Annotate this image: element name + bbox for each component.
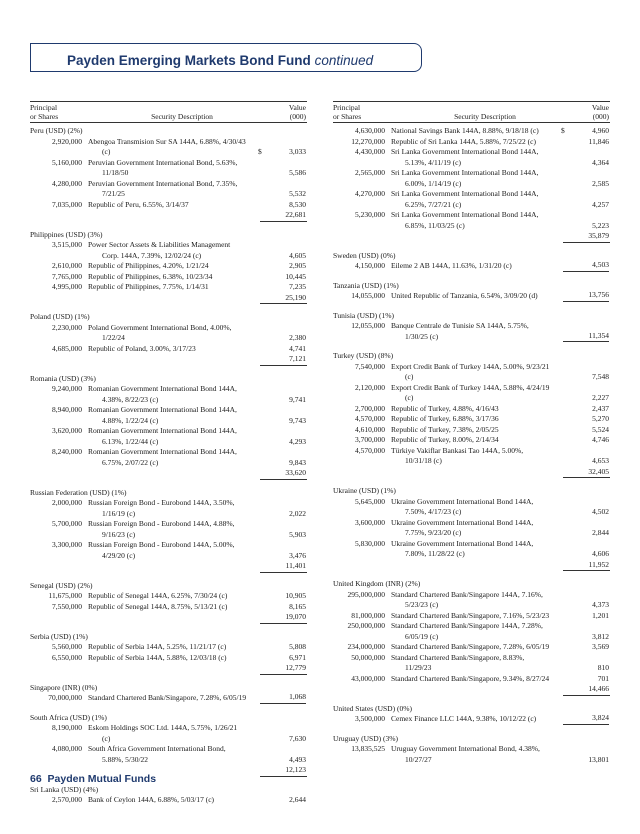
subtotal-row: [30, 354, 307, 365]
security-description: Ukraine Government International Bond 144A, 7.75%, 9/23/20 (c): [391, 517, 534, 537]
principal-amount: 3,700,000: [355, 435, 385, 444]
market-value: 1,068: [260, 692, 306, 704]
country-heading: Tunisia (USD) (1%): [333, 310, 394, 320]
holding-row: [333, 147, 610, 168]
value-header: [592, 103, 609, 121]
value-unit-label: (000): [289, 112, 306, 121]
holding-row: [30, 602, 307, 613]
holding-row: [333, 189, 610, 210]
security-description: Export Credit Bank of Turkey 144A, 5.88%, 4/24/19 (c): [391, 382, 550, 402]
market-value: 7,630: [289, 733, 306, 743]
principal-amount: 50,000,000: [351, 652, 385, 662]
market-value: 5,532: [289, 189, 306, 198]
subtotal-value: 22,681: [260, 210, 307, 222]
market-value: 4,606: [592, 549, 609, 558]
security-description: Republic of Serbia 144A, 5.88%, 12/03/18 (c): [88, 652, 227, 662]
holding-row: [333, 168, 610, 189]
principal-amount: 6,550,000: [52, 652, 82, 662]
subtotal-row: [30, 210, 307, 221]
market-value: 6,971: [289, 652, 306, 662]
market-value: 4,502: [592, 507, 609, 516]
country-heading: Serbia (USD) (1%): [30, 631, 88, 641]
market-value: 4,503: [563, 260, 609, 272]
page-number: 66: [30, 773, 42, 785]
subtotal-value: 19,070: [260, 612, 307, 624]
security-description: Power Sector Assets & Liabilities Management Corp. 144A, 7.39%, 12/02/24 (c): [88, 240, 231, 260]
principal-amount: 7,540,000: [355, 361, 385, 371]
security-description: Russian Foreign Bond - Eurobond 144A, 3.50%, 1/16/19 (c): [88, 498, 235, 518]
principal-amount: 2,120,000: [355, 382, 385, 392]
principal-amount: 2,570,000: [52, 795, 82, 804]
principal-amount: 295,000,000: [347, 589, 385, 599]
subtotal-row: [333, 231, 610, 242]
holding-row: [333, 137, 610, 148]
security-description: Ukraine Government International Bond 144A, 7.80%, 11/28/22 (c): [391, 538, 534, 558]
security-description: Republic of Turkey, 8.00%, 2/14/34: [391, 435, 499, 444]
holding-row: [30, 137, 307, 158]
holding-row: [333, 674, 610, 685]
market-value: 3,812: [592, 631, 609, 641]
principal-amount: 4,080,000: [52, 744, 82, 753]
subtotal-value: 7,121: [260, 354, 307, 366]
holding-row: [333, 518, 610, 539]
market-value: 9,743: [289, 415, 306, 425]
principal-amount: 5,700,000: [52, 519, 82, 528]
holding-row: [333, 590, 610, 611]
principal-amount: 4,570,000: [355, 414, 385, 423]
principal-amount: 5,230,000: [355, 210, 385, 219]
country-heading: Tanzania (USD) (1%): [333, 280, 399, 290]
market-value: 2,844: [592, 528, 609, 537]
subtotal-row: [30, 468, 307, 479]
holding-row: [333, 261, 610, 272]
security-description: Abengoa Transmision Sur SA 144A, 6.88%, 4/30/43 (c): [88, 136, 246, 156]
market-value: 7,548: [592, 372, 609, 381]
holding-row: [30, 261, 307, 272]
principal-amount: 4,995,000: [52, 282, 82, 291]
holding-row: [333, 714, 610, 725]
holding-row: [30, 179, 307, 200]
security-description: Standard Chartered Bank/Singapore, 7.28%, 6/05/19: [88, 693, 247, 702]
market-value: 13,756: [563, 290, 609, 302]
security-description: Russian Foreign Bond - Eurobond 144A, 4.88%, 9/16/23 (c): [88, 519, 235, 539]
country-heading: Poland (USD) (1%): [30, 312, 90, 321]
principal-amount: 7,035,000: [52, 199, 82, 209]
security-description: Standard Chartered Bank/Singapore 144A, 7.16%, 5/23/23 (c): [391, 589, 543, 609]
security-description: Peruvian Government International Bond, 5.63%, 11/18/50: [88, 157, 238, 177]
security-description: Ukraine Government International Bond 144A, 7.50%, 4/17/23 (c): [391, 496, 534, 516]
principal-amount: 2,700,000: [355, 403, 385, 413]
security-description: Sri Lanka Government International Bond 144A, 6.85%, 11/03/25 (c): [391, 210, 539, 230]
market-value: 4,257: [592, 199, 609, 209]
principal-label: Principal: [333, 103, 361, 112]
group-spacer: [333, 272, 610, 278]
principal-amount: 9,240,000: [52, 384, 82, 393]
market-value: 5,808: [289, 642, 306, 651]
principal-amount: 4,430,000: [355, 147, 385, 156]
or-shares-label: or Shares: [30, 112, 59, 121]
security-description: Cemex Finance LLC 144A, 9.38%, 10/12/22 (c): [391, 714, 537, 723]
right-column: [333, 101, 610, 771]
market-value: 4,364: [592, 157, 609, 167]
principal-amount: 13,835,525: [351, 744, 385, 753]
market-value: 2,437: [592, 403, 609, 413]
holding-row: [333, 642, 610, 653]
security-description: Romanian Government International Bond 144A, 4.88%, 1/22/24 (c): [88, 405, 237, 425]
holding-row: [30, 591, 307, 602]
principal-amount: 250,000,000: [347, 621, 385, 630]
holding-row: [30, 426, 307, 447]
market-value: 11,354: [563, 331, 609, 343]
fund-name: Payden Emerging Markets Bond Fund: [67, 53, 311, 68]
security-description: Republic of Senegal 144A, 6.25%, 7/30/24 (c): [88, 591, 228, 600]
subtotal-value: 35,879: [563, 231, 610, 243]
market-value: 4,605: [289, 250, 306, 260]
continued-label: continued: [314, 53, 374, 68]
dollar-sign: $: [561, 126, 565, 135]
market-value: 3,824: [563, 713, 609, 725]
market-value: 8,530: [289, 199, 306, 209]
market-value: 5,903: [289, 529, 306, 539]
holding-row: [333, 414, 610, 425]
principal-amount: 2,610,000: [52, 261, 82, 270]
security-description: Russian Foreign Bond - Eurobond 144A, 5.00%, 4/29/20 (c): [88, 540, 235, 560]
market-value: 2,022: [289, 508, 306, 518]
country-heading: United Kingdom (INR) (2%): [333, 579, 421, 588]
country-heading: Ukraine (USD) (1%): [333, 486, 396, 495]
subtotal-value: 12,779: [260, 663, 307, 675]
country-heading: Sri Lanka (USD) (4%): [30, 784, 99, 794]
principal-amount: 8,190,000: [52, 723, 82, 732]
page-footer: [30, 773, 156, 785]
country-heading: Peru (USD) (2%): [30, 126, 83, 135]
holding-row: [333, 744, 610, 765]
subtotal-value: 11,401: [260, 561, 307, 573]
principal-amount: 4,270,000: [355, 189, 385, 198]
security-description: Eskom Holdings SOC Ltd. 144A, 5.75%, 1/26/21 (c): [88, 723, 238, 743]
security-description: Republic of Philippines, 7.75%, 1/14/31: [88, 282, 209, 291]
holding-row: [30, 519, 307, 540]
group-spacer: [30, 806, 307, 812]
principal-amount: 8,940,000: [52, 405, 82, 414]
principal-amount: 4,685,000: [52, 343, 82, 353]
group-spacer: [333, 725, 610, 731]
market-value: 810: [597, 663, 609, 672]
subtotal-value: 12,123: [260, 765, 307, 777]
security-description: Sri Lanka Government International Bond 144A, 6.25%, 7/27/21 (c): [391, 189, 539, 209]
principal-amount: 3,620,000: [52, 426, 82, 435]
principal-amount: 7,765,000: [52, 271, 82, 281]
value-header: [289, 103, 306, 121]
market-value: 4,293: [289, 436, 306, 446]
holding-row: [30, 158, 307, 179]
value-unit-label: (000): [592, 112, 609, 121]
holding-row: [30, 272, 307, 283]
subtotal-row: [30, 561, 307, 572]
market-value: 7,235: [289, 282, 306, 291]
holding-row: [333, 425, 610, 436]
subtotal-row: [333, 467, 610, 478]
security-description: Republic of Turkey, 7.38%, 2/05/25: [391, 424, 499, 434]
market-value: 11,846: [588, 136, 609, 146]
principal-amount: 70,000,000: [48, 693, 82, 702]
security-description: United Republic of Tanzania, 6.54%, 3/09/20 (d): [391, 291, 538, 300]
security-description: Eileme 2 AB 144A, 11.63%, 1/31/20 (c): [391, 261, 512, 270]
page-title: [67, 53, 373, 68]
subtotal-row: [333, 684, 610, 695]
principal-amount: 8,240,000: [52, 447, 82, 456]
security-description: Bank of Ceylon 144A, 6.88%, 5/03/17 (c): [88, 795, 215, 804]
market-value: 4,493: [289, 754, 306, 764]
security-description: Republic of Peru, 6.55%, 3/14/37: [88, 199, 189, 209]
country-heading: Turkey (USD) (8%): [333, 351, 394, 360]
holding-row: [333, 126, 610, 137]
principal-amount: 12,055,000: [351, 321, 385, 330]
market-value: 4,653: [592, 456, 609, 465]
group-spacer: [333, 342, 610, 348]
security-description: Republic of Philippines, 6.38%, 10/23/34: [88, 271, 213, 281]
principal-label: Principal: [30, 103, 58, 112]
holding-row: [30, 795, 307, 806]
market-value: 4,741: [289, 343, 306, 353]
holding-row: [333, 362, 610, 383]
market-value: 4,960: [592, 126, 609, 135]
security-description: Standard Chartered Bank/Singapore 144A, 7.28%, 6/05/19 (c): [391, 621, 543, 641]
holding-row: [333, 210, 610, 231]
holding-row: [333, 383, 610, 404]
market-value: 10,445: [285, 271, 306, 281]
security-description: Uruguay Government International Bond, 4.38%, 10/27/27: [391, 744, 540, 764]
or-shares-label: or Shares: [333, 112, 362, 121]
holding-row: [30, 653, 307, 664]
market-value: 4,373: [592, 600, 609, 609]
subtotal-value: 14,466: [563, 684, 610, 696]
holding-row: [333, 404, 610, 415]
principal-amount: 3,600,000: [355, 517, 385, 527]
subtotal-row: [30, 293, 307, 304]
principal-amount: 5,160,000: [52, 157, 82, 167]
holding-row: [333, 446, 610, 467]
security-description: Banque Centrale de Tunisie SA 144A, 5.75%, 1/30/25 (c): [391, 321, 529, 341]
holding-row: [30, 344, 307, 355]
principal-amount: 3,300,000: [52, 540, 82, 549]
market-value: 3,033: [289, 147, 306, 156]
holding-row: [333, 497, 610, 518]
market-value: 5,524: [592, 424, 609, 434]
holding-row: [333, 621, 610, 642]
principal-amount: 4,570,000: [355, 445, 385, 455]
principal-amount: 7,550,000: [52, 601, 82, 611]
security-description: Republic of Philippines, 4.20%, 1/21/24: [88, 261, 209, 270]
security-description: Türkiye Vakiflar Bankasi Tao 144A, 5.00%, 10/31/18 (c): [391, 445, 524, 465]
subtotal-row: [30, 612, 307, 623]
country-heading: Sweden (USD) (0%): [333, 250, 396, 260]
holding-row: [333, 291, 610, 302]
subtotal-value: 32,405: [563, 467, 610, 479]
principal-amount: 2,565,000: [355, 168, 385, 177]
principal-amount: 4,630,000: [355, 126, 385, 135]
market-value: 4,746: [592, 435, 609, 444]
security-description: Poland Government International Bond, 4.00%, 1/22/24: [88, 322, 232, 342]
market-value: 2,380: [289, 333, 306, 342]
market-value: 9,741: [289, 394, 306, 404]
holding-row: [30, 282, 307, 293]
principal-header: [30, 103, 58, 121]
principal-amount: 4,280,000: [52, 178, 82, 188]
market-value: 13,801: [588, 754, 609, 764]
holding-row: [30, 240, 307, 261]
security-description: National Savings Bank 144A, 8.88%, 9/18/18 (c): [391, 126, 539, 135]
market-value: 2,227: [592, 393, 609, 402]
market-value: 9,843: [289, 457, 306, 467]
principal-amount: 234,000,000: [347, 642, 385, 651]
security-description: Romanian Government International Bond 144A, 6.75%, 2/07/22 (c): [88, 447, 237, 467]
security-description: Republic of Senegal 144A, 8.75%, 5/13/21 (c): [88, 601, 228, 611]
holding-row: [333, 611, 610, 622]
holding-row: [333, 539, 610, 560]
column-header: [30, 101, 307, 123]
security-description: Standard Chartered Bank/Singapore, 9.34%, 8/27/24: [391, 673, 550, 683]
principal-amount: 3,500,000: [355, 714, 385, 723]
column-header: [333, 101, 610, 123]
principal-amount: 43,000,000: [351, 673, 385, 683]
value-label: Value: [591, 103, 609, 112]
subtotal-value: 11,952: [563, 560, 610, 572]
security-description: Republic of Poland, 3.00%, 3/17/23: [88, 343, 196, 353]
market-value: 2,905: [289, 261, 306, 270]
security-description: Republic of Sri Lanka 144A, 5.88%, 7/25/22 (c): [391, 136, 536, 146]
country-heading: Philippines (USD) (3%): [30, 229, 103, 239]
security-description: Romanian Government International Bond 144A, 4.38%, 8/22/23 (c): [88, 384, 237, 404]
security-description: Standard Chartered Bank/Singapore, 7.28%, 6/05/19: [391, 642, 550, 651]
group-spacer: [333, 302, 610, 308]
principal-amount: 5,830,000: [355, 538, 385, 548]
principal-amount: 4,150,000: [355, 261, 385, 270]
security-description: Republic of Turkey, 6.88%, 3/17/36: [391, 414, 499, 423]
market-value: 10,905: [285, 591, 306, 600]
security-description-header: Security Description: [151, 112, 213, 121]
holding-row: [30, 642, 307, 653]
security-description: Export Credit Bank of Turkey 144A, 5.00%, 9/23/21 (c): [391, 361, 550, 381]
holding-row: [30, 723, 307, 744]
security-description-header: Security Description: [454, 112, 516, 121]
market-value: 3,476: [289, 550, 306, 560]
principal-amount: 2,000,000: [52, 498, 82, 507]
principal-amount: 81,000,000: [351, 610, 385, 620]
value-label: Value: [288, 103, 306, 112]
publication-name: Payden Mutual Funds: [47, 773, 157, 785]
holding-row: [333, 435, 610, 446]
dollar-sign: $: [258, 147, 262, 156]
principal-amount: 5,560,000: [52, 642, 82, 651]
holding-row: [30, 498, 307, 519]
security-description: Standard Chartered Bank/Singapore, 7.16%, 5/23/23: [391, 610, 550, 620]
security-description: South Africa Government International Bond, 5.88%, 5/30/22: [88, 744, 226, 764]
holding-row: [30, 693, 307, 704]
holding-row: [30, 200, 307, 211]
country-heading: United States (USD) (0%): [333, 703, 412, 713]
country-heading: Uruguay (USD) (3%): [333, 733, 398, 743]
market-value: 1,201: [592, 610, 609, 620]
security-description: Sri Lanka Government International Bond 144A, 6.00%, 1/14/19 (c): [391, 168, 539, 188]
holding-row: [30, 447, 307, 468]
group-spacer: [333, 765, 610, 771]
security-description: Romanian Government International Bond 144A, 6.13%, 1/22/44 (c): [88, 426, 237, 446]
principal-amount: 3,515,000: [52, 240, 82, 249]
market-value: 701: [597, 673, 609, 683]
subtotal-row: [30, 663, 307, 674]
country-heading: Russian Federation (USD) (1%): [30, 487, 127, 497]
subtotal-row: [333, 560, 610, 571]
market-value: 8,165: [289, 601, 306, 611]
holding-row: [30, 323, 307, 344]
market-value: 5,223: [592, 220, 609, 230]
market-value: 5,270: [592, 414, 609, 423]
security-description: Standard Chartered Bank/Singapore, 8.83%, 11/29/23: [391, 652, 525, 672]
security-description: Republic of Serbia 144A, 5.25%, 11/21/17 (c): [88, 642, 227, 651]
security-description: Peruvian Government International Bond, 7.35%, 7/21/25: [88, 178, 238, 198]
principal-amount: 2,920,000: [52, 136, 82, 146]
subtotal-value: 25,190: [260, 293, 307, 305]
holding-row: [30, 744, 307, 765]
left-column: [30, 101, 307, 812]
holding-row: [333, 653, 610, 674]
holding-row: [30, 405, 307, 426]
subtotal-value: 33,620: [260, 468, 307, 480]
security-description: Republic of Turkey, 4.88%, 4/16/43: [391, 403, 499, 413]
holding-row: [333, 321, 610, 342]
principal-amount: 5,645,000: [355, 496, 385, 506]
country-heading: Romania (USD) (3%): [30, 373, 96, 383]
country-heading: Senegal (USD) (2%): [30, 580, 93, 590]
group-spacer: [30, 704, 307, 710]
principal-amount: 4,610,000: [355, 424, 385, 434]
country-heading: Singapore (INR) (0%): [30, 682, 98, 692]
country-heading: South Africa (USD) (1%): [30, 712, 107, 722]
holding-row: [30, 540, 307, 561]
principal-amount: 11,675,000: [48, 591, 82, 600]
security-description: Sri Lanka Government International Bond 144A, 5.13%, 4/11/19 (c): [391, 147, 539, 167]
market-value: 2,585: [592, 178, 609, 188]
market-value: 5,586: [289, 168, 306, 177]
principal-header: [333, 103, 361, 121]
holding-row: [30, 384, 307, 405]
principal-amount: 14,055,000: [351, 291, 385, 300]
principal-amount: 12,270,000: [351, 136, 385, 146]
market-value: 3,569: [592, 642, 609, 651]
principal-amount: 2,230,000: [52, 322, 82, 332]
market-value: 2,644: [289, 795, 306, 804]
